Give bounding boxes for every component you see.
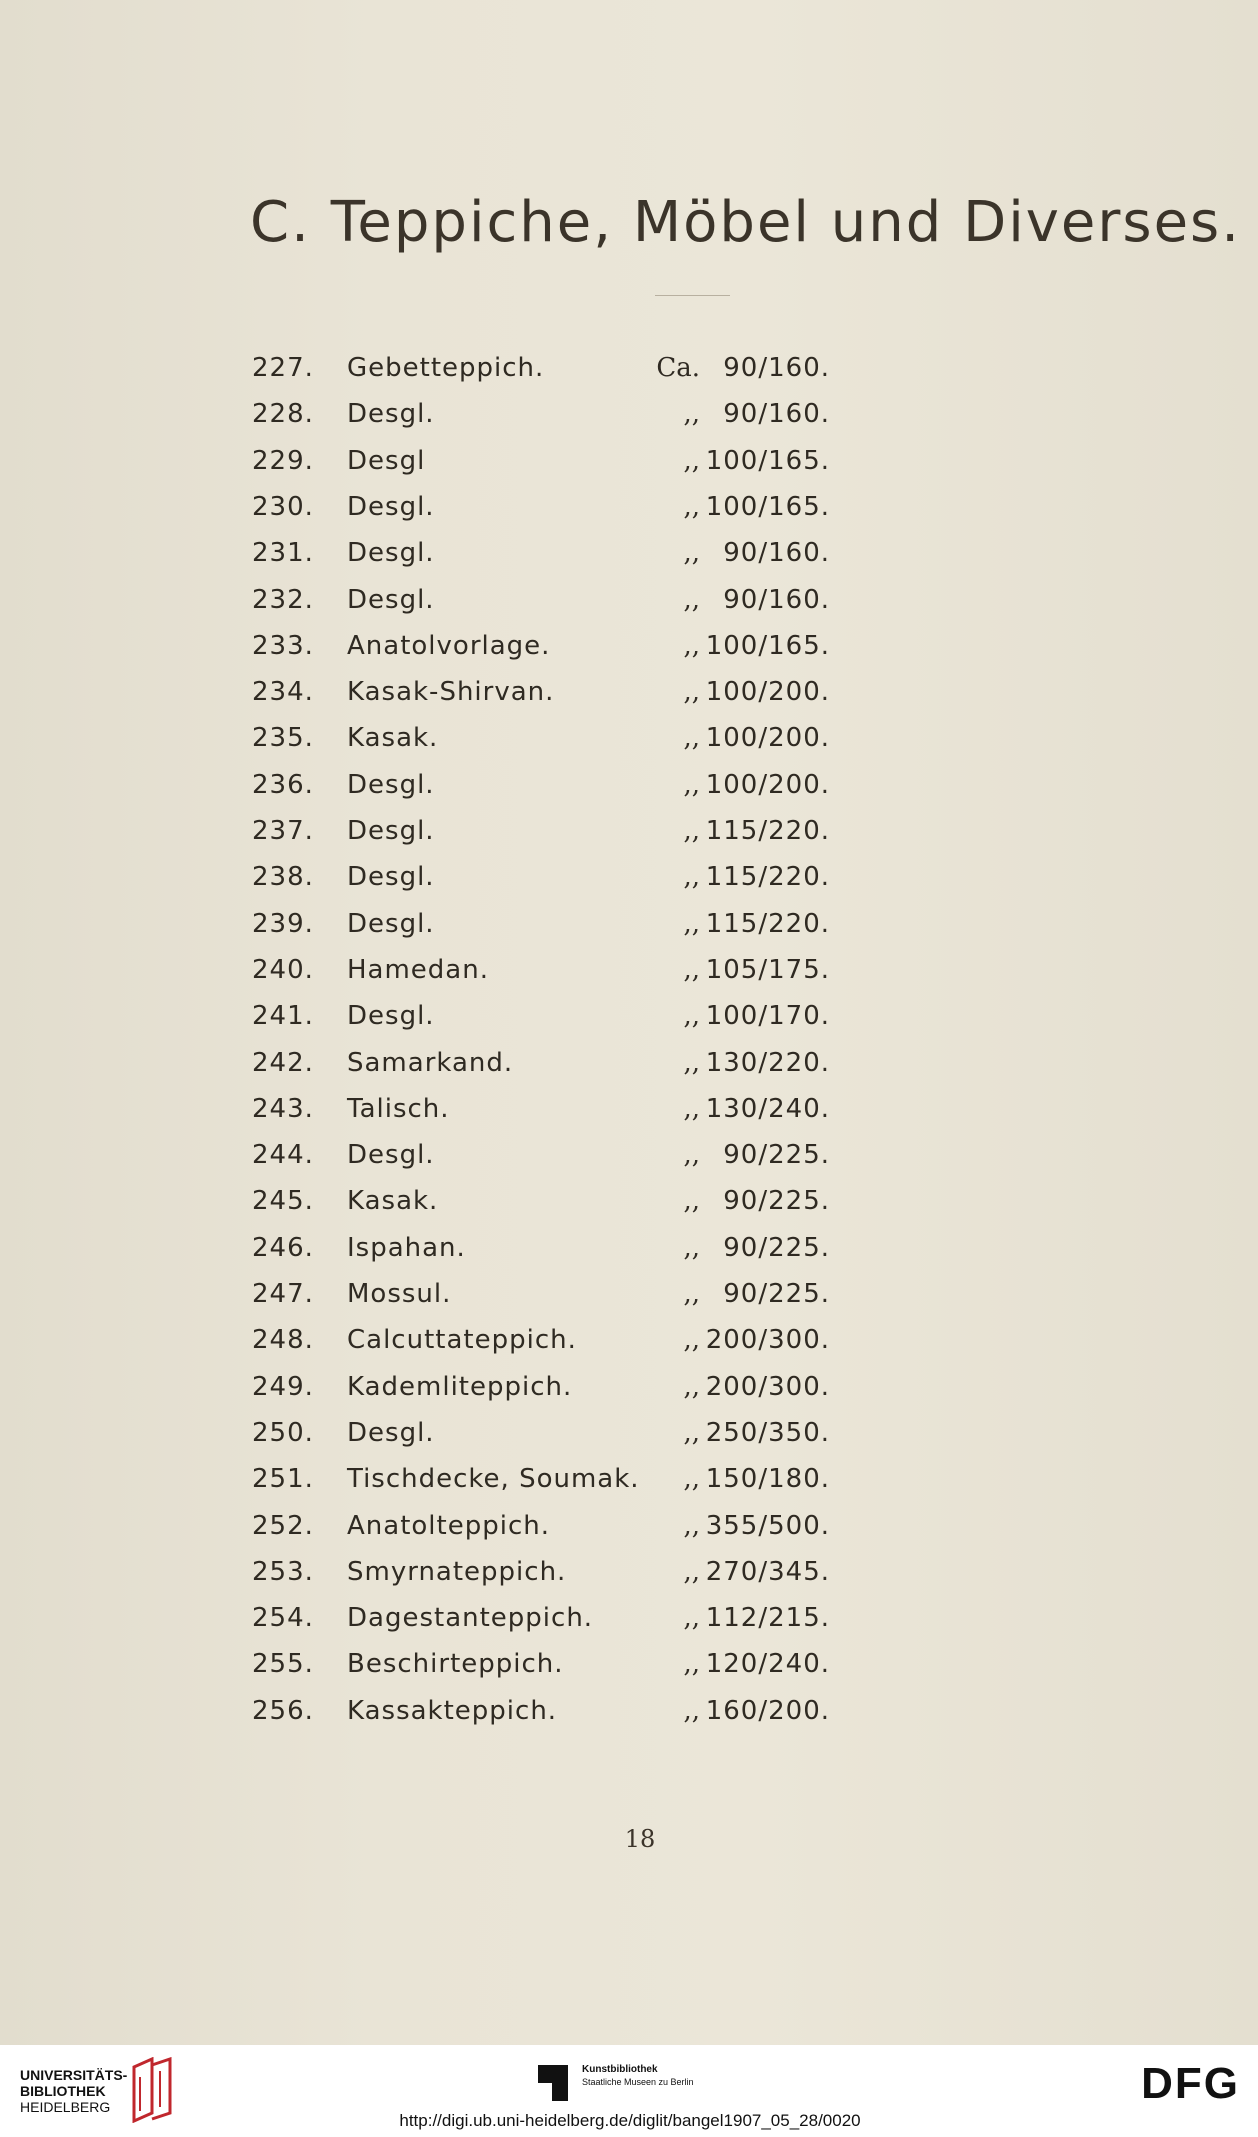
item-description: Smyrnateppich. — [347, 1556, 567, 1587]
kunstbibliothek-text[interactable] — [582, 2063, 694, 2089]
item-description: Kassakteppich. — [347, 1695, 558, 1726]
list-item — [0, 438, 1258, 484]
item-price: 90/160. — [723, 399, 830, 430]
item-ditto-mark: ,, — [683, 908, 700, 939]
university-line-3: HEIDELBERG — [20, 2099, 111, 2115]
item-ditto-mark: ,, — [683, 1464, 700, 1495]
list-item — [0, 1225, 1258, 1271]
list-item — [0, 484, 1258, 530]
item-number: 234. — [252, 677, 314, 708]
item-description: Kasak. — [347, 1186, 439, 1217]
item-description: Desgl. — [347, 538, 435, 569]
kunstbibliothek-logo-icon — [538, 2065, 574, 2101]
item-price: 90/160. — [723, 538, 830, 569]
item-ditto-mark: ,, — [683, 399, 700, 430]
item-ditto-mark: ,, — [683, 677, 700, 708]
item-ditto-mark: ,, — [683, 1279, 700, 1309]
item-price: 90/225. — [723, 1186, 830, 1217]
item-description: Mossul. — [347, 1279, 452, 1309]
item-ditto-mark: ,, — [683, 1047, 700, 1078]
item-description: Desgl. — [347, 816, 435, 846]
item-price: 100/200. — [705, 769, 830, 800]
item-number: 245. — [252, 1186, 314, 1217]
item-ditto-mark: ,, — [683, 1510, 700, 1541]
item-number: 244. — [252, 1140, 314, 1171]
item-ditto-mark: ,, — [683, 1556, 700, 1587]
item-number: 231. — [252, 538, 314, 569]
item-number: 250. — [252, 1417, 314, 1448]
item-number: 255. — [252, 1649, 314, 1680]
item-ditto-mark: ,, — [683, 954, 700, 985]
item-ditto-mark: ,, — [683, 862, 700, 893]
item-price: 115/220. — [705, 862, 830, 893]
list-item — [0, 1688, 1258, 1734]
item-price: 100/170. — [705, 1001, 830, 1032]
item-price: 150/180. — [705, 1464, 830, 1495]
item-description: Desgl. — [347, 1417, 435, 1448]
item-number: 237. — [252, 816, 314, 846]
list-item — [0, 623, 1258, 669]
item-number: 253. — [252, 1556, 314, 1587]
item-ditto-mark: ,, — [683, 1186, 700, 1217]
item-ditto-mark: ,, — [683, 1695, 700, 1726]
item-number: 229. — [252, 445, 314, 476]
kunstbibliothek-name: Kunstbibliothek — [582, 2064, 658, 2075]
page-number: 18 — [624, 1825, 656, 1853]
university-line-1: UNIVERSITÄTS- — [20, 2067, 128, 2083]
item-description: Kasak. — [347, 723, 439, 754]
item-number: 240. — [252, 954, 314, 985]
item-description: Calcuttateppich. — [347, 1325, 577, 1356]
item-price: 160/200. — [705, 1695, 830, 1726]
item-number: 239. — [252, 908, 314, 939]
item-price: 90/225. — [723, 1140, 830, 1171]
item-ditto-mark: ,, — [683, 584, 700, 615]
item-ditto-mark: ,, — [683, 491, 700, 522]
item-number: 236. — [252, 769, 314, 800]
list-item — [0, 715, 1258, 761]
list-item — [0, 1456, 1258, 1502]
footer-bar — [0, 2045, 1258, 2137]
item-price: 130/240. — [705, 1093, 830, 1124]
list-item — [0, 1040, 1258, 1086]
item-ditto-mark: Ca. — [656, 353, 700, 383]
item-price: 90/160. — [723, 584, 830, 615]
list-item — [0, 1595, 1258, 1641]
list-item — [0, 1317, 1258, 1363]
item-price: 90/160. — [723, 353, 830, 383]
item-description: Kademliteppich. — [347, 1371, 573, 1402]
item-description: Beschirteppich. — [347, 1649, 564, 1680]
item-number: 227. — [252, 353, 314, 383]
item-price: 115/220. — [705, 908, 830, 939]
item-ditto-mark: ,, — [683, 1603, 700, 1634]
item-price: 90/225. — [723, 1232, 830, 1263]
item-number: 228. — [252, 399, 314, 430]
item-description: Desgl. — [347, 584, 435, 615]
list-item — [0, 345, 1258, 391]
list-item — [0, 993, 1258, 1039]
item-number: 254. — [252, 1603, 314, 1634]
item-price: 120/240. — [705, 1649, 830, 1680]
item-ditto-mark: ,, — [683, 1140, 700, 1171]
item-price: 130/220. — [705, 1047, 830, 1078]
item-number: 241. — [252, 1001, 314, 1032]
university-logo-icon — [128, 2057, 176, 2123]
list-item — [0, 1086, 1258, 1132]
item-number: 248. — [252, 1325, 314, 1356]
item-number: 251. — [252, 1464, 314, 1495]
item-price: 100/200. — [705, 677, 830, 708]
item-price: 115/220. — [705, 816, 830, 846]
list-item — [0, 530, 1258, 576]
item-number: 249. — [252, 1371, 314, 1402]
university-library-name[interactable] — [20, 2067, 127, 2115]
item-number: 256. — [252, 1695, 314, 1726]
item-price: 100/165. — [705, 491, 830, 522]
item-number: 233. — [252, 630, 314, 661]
item-description: Ispahan. — [347, 1232, 466, 1263]
list-item — [0, 391, 1258, 437]
item-price: 90/225. — [723, 1279, 830, 1309]
item-ditto-mark: ,, — [683, 1093, 700, 1124]
list-item — [0, 1178, 1258, 1224]
item-description: Desgl. — [347, 491, 435, 522]
item-description: Tischdecke, Soumak. — [347, 1464, 640, 1495]
list-item — [0, 1503, 1258, 1549]
page-title: C. Teppiche, Möbel und Diverses. — [250, 190, 1242, 255]
item-description: Talisch. — [347, 1093, 450, 1124]
item-ditto-mark: ,, — [683, 445, 700, 476]
item-ditto-mark: ,, — [683, 1649, 700, 1680]
list-item — [0, 1641, 1258, 1687]
item-number: 252. — [252, 1510, 314, 1541]
list-item — [0, 854, 1258, 900]
item-number: 243. — [252, 1093, 314, 1124]
item-number: 235. — [252, 723, 314, 754]
item-price: 105/175. — [705, 954, 830, 985]
item-ditto-mark: ,, — [683, 769, 700, 800]
item-description: Desgl. — [347, 1001, 435, 1032]
item-description: Anatolteppich. — [347, 1510, 550, 1541]
item-ditto-mark: ,, — [683, 1232, 700, 1263]
item-ditto-mark: ,, — [683, 630, 700, 661]
item-number: 242. — [252, 1047, 314, 1078]
list-item — [0, 947, 1258, 993]
item-description: Anatolvorlage. — [347, 630, 551, 661]
list-item — [0, 577, 1258, 623]
university-line-2: BIBLIOTHEK — [20, 2083, 106, 2099]
list-item — [0, 1271, 1258, 1317]
list-item — [0, 1364, 1258, 1410]
item-number: 232. — [252, 584, 314, 615]
item-price: 355/500. — [705, 1510, 830, 1541]
item-description: Hamedan. — [347, 954, 489, 985]
kunstbibliothek-subtitle: Staatliche Museen zu Berlin — [582, 2077, 694, 2087]
item-price: 100/200. — [705, 723, 830, 754]
item-price: 112/215. — [705, 1603, 830, 1634]
item-ditto-mark: ,, — [683, 816, 700, 846]
item-price: 100/165. — [705, 630, 830, 661]
item-ditto-mark: ,, — [683, 1417, 700, 1448]
item-ditto-mark: ,, — [683, 1001, 700, 1032]
item-description: Gebetteppich. — [347, 353, 545, 383]
item-price: 200/300. — [705, 1325, 830, 1356]
item-price: 270/345. — [705, 1556, 830, 1587]
item-description: Samarkand. — [347, 1047, 514, 1078]
item-price: 200/300. — [705, 1371, 830, 1402]
item-ditto-mark: ,, — [683, 723, 700, 754]
item-number: 238. — [252, 862, 314, 893]
list-item — [0, 669, 1258, 715]
item-description: Desgl. — [347, 1140, 435, 1171]
item-price: 250/350. — [705, 1417, 830, 1448]
list-item — [0, 1549, 1258, 1595]
item-number: 230. — [252, 491, 314, 522]
item-number: 246. — [252, 1232, 314, 1263]
list-item — [0, 1410, 1258, 1456]
item-ditto-mark: ,, — [683, 1371, 700, 1402]
item-ditto-mark: ,, — [683, 538, 700, 569]
title-divider — [655, 295, 730, 296]
item-description: Desgl. — [347, 862, 435, 893]
item-description: Desgl. — [347, 769, 435, 800]
list-item — [0, 901, 1258, 947]
permalink-url[interactable]: http://digi.ub.uni-heidelberg.de/diglit/bangel1907_05_28/0020 — [370, 2111, 890, 2131]
dfg-logo[interactable]: DFG — [1141, 2059, 1240, 2108]
item-ditto-mark: ,, — [683, 1325, 700, 1356]
item-description: Desgl. — [347, 908, 435, 939]
list-item — [0, 762, 1258, 808]
list-item — [0, 1132, 1258, 1178]
item-price: 100/165. — [705, 445, 830, 476]
list-item — [0, 808, 1258, 854]
item-description: Desgl. — [347, 399, 435, 430]
item-description: Desgl — [347, 445, 426, 476]
item-description: Kasak-Shirvan. — [347, 677, 555, 708]
item-description: Dagestanteppich. — [347, 1603, 594, 1634]
item-number: 247. — [252, 1279, 314, 1309]
